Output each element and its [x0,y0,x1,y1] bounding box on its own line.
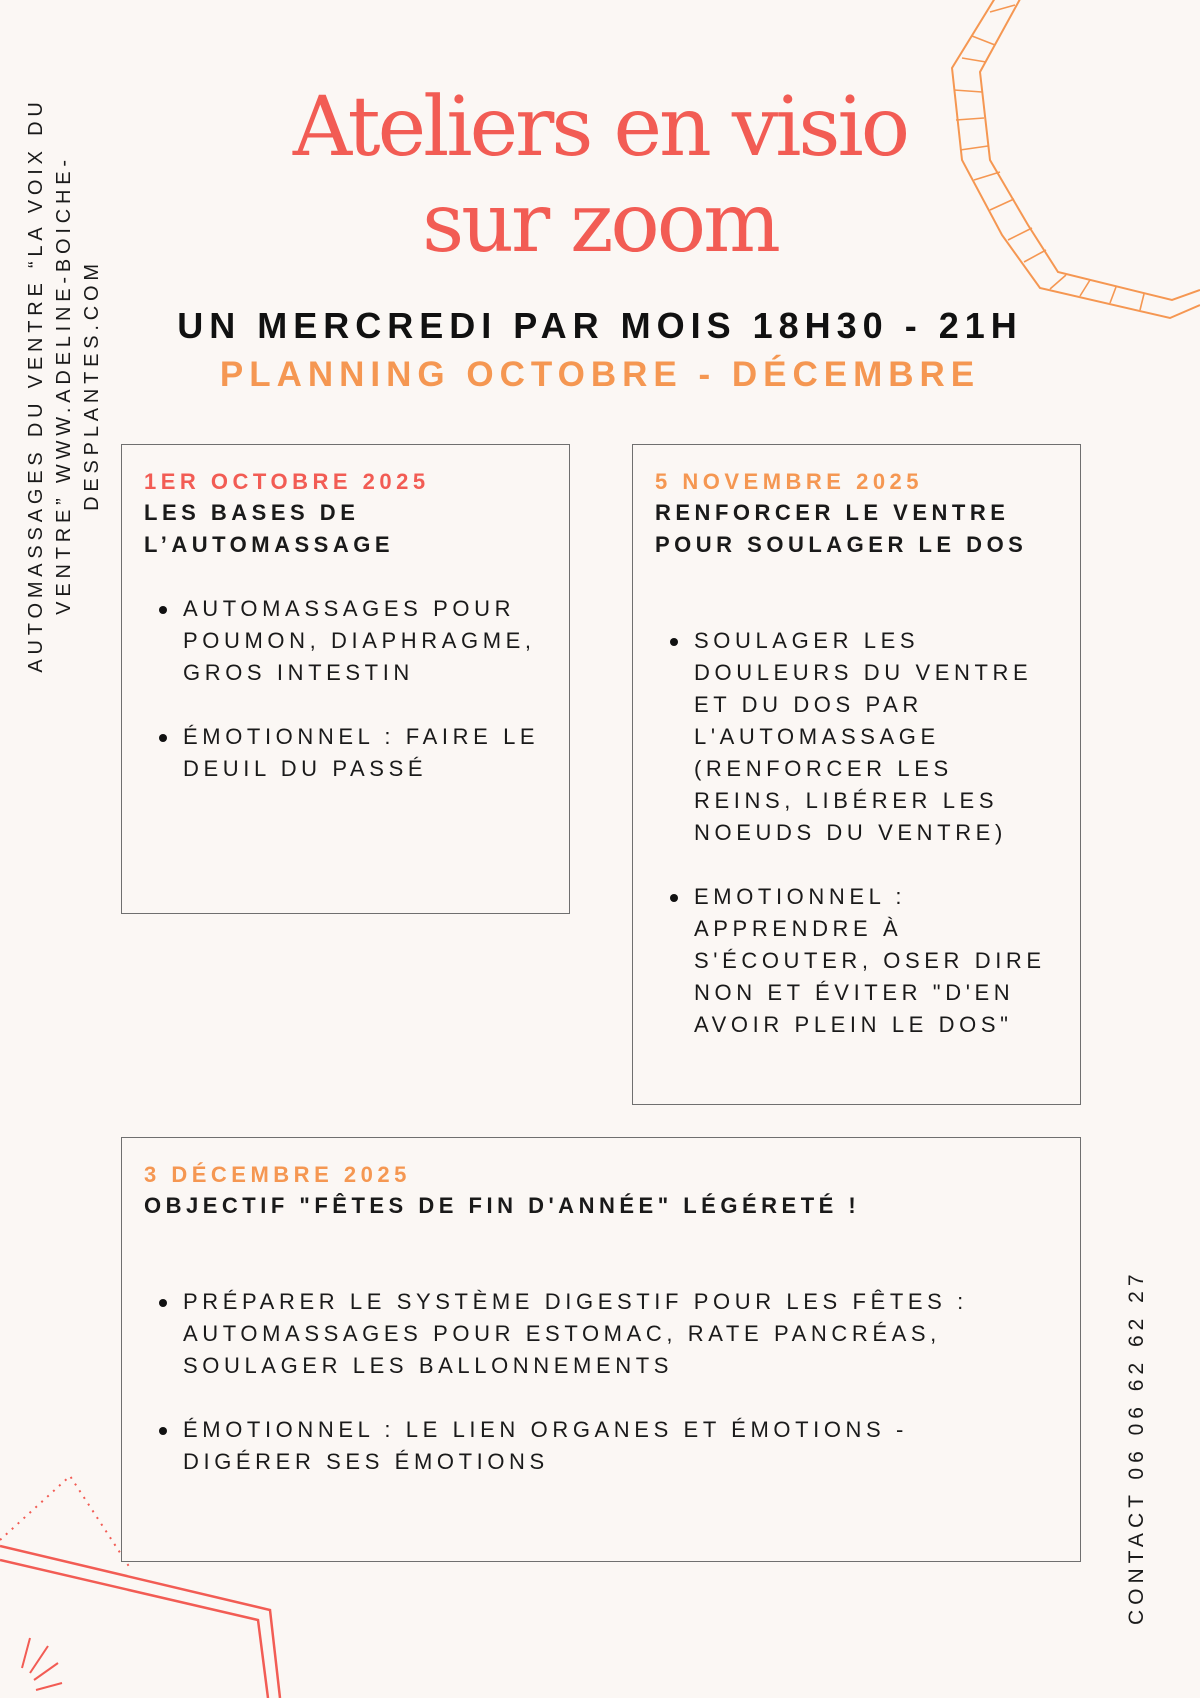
list-item [144,1414,1004,1478]
bullet-icon [159,606,167,614]
side-left-line2: VENTRE” WWW.ADELINE-BOICHE- [53,155,75,615]
side-left-line1: AUTOMASSAGES DU VENTRE “LA VOIX DU [25,97,47,673]
bullet-text: EMOTIONNEL : APPRENDRE À S'ÉCOUTER, OSER DIRE NON ET ÉVITER "D'EN AVOIR PLEIN LE DOS" [694,884,1046,1037]
planning-heading: PLANNING OCTOBRE - DÉCEMBRE [219,355,981,394]
bullet-icon [159,1299,167,1307]
bullet-icon [670,638,678,646]
list-item [144,593,549,689]
session-bullets [144,593,549,785]
session-card-october [121,444,570,914]
bullet-text: AUTOMASSAGES POUR POUMON, DIAPHRAGME, GROS INTESTIN [183,596,536,685]
bullet-text: ÉMOTIONNEL : LE LIEN ORGANES ET ÉMOTIONS - DIGÉRER SES ÉMOTIONS [183,1417,908,1474]
bullet-text: ÉMOTIONNEL : FAIRE LE DEUIL DU PASSÉ [183,724,540,781]
list-item [144,721,549,785]
session-bullets [144,1286,1004,1478]
page-title [200,80,1000,272]
side-left-text [22,80,102,690]
session-title: OBJECTIF "FÊTES DE FIN D'ANNÉE" LÉGÉRETÉ ! [144,1193,861,1218]
session-title: RENFORCER LE VENTRE POUR SOULAGER LE DOS [655,500,1028,557]
list-item [655,625,1060,849]
title-line1: Ateliers en visio [292,80,908,175]
session-bullets [655,625,1060,1041]
session-date: 3 DÉCEMBRE 2025 [144,1162,411,1187]
contact-text [1120,1240,1160,1625]
bullet-icon [670,894,678,902]
list-item [655,881,1060,1041]
list-item [144,1286,1004,1382]
session-card-november [632,444,1081,1105]
session-title: LES BASES DE L’AUTOMASSAGE [144,500,395,557]
session-card-december [121,1137,1081,1562]
side-left-line3: DESPLANTES.COM [81,259,103,511]
bullet-text: PRÉPARER LE SYSTÈME DIGESTIF POUR LES FÊTES : AUTOMASSAGES POUR ESTOMAC, RATE PANCRÉAS, SOULAGER LES BALLONNEMENTS [183,1289,968,1378]
title-line2: sur zoom [422,176,778,271]
session-date: 5 NOVEMBRE 2025 [655,469,924,494]
schedule-subtitle: UN MERCREDI PAR MOIS 18H30 - 21H [177,305,1023,346]
bullet-text: SOULAGER LES DOULEURS DU VENTRE ET DU DOS PAR L'AUTOMASSAGE (RENFORCER LES REINS, LIBÉRER LES NOEUDS DU VENTRE) [694,628,1033,845]
bullet-icon [159,734,167,742]
bullet-icon [159,1427,167,1435]
session-date: 1ER OCTOBRE 2025 [144,469,430,494]
contact-phone: CONTACT 06 06 62 62 27 [1125,1269,1148,1625]
